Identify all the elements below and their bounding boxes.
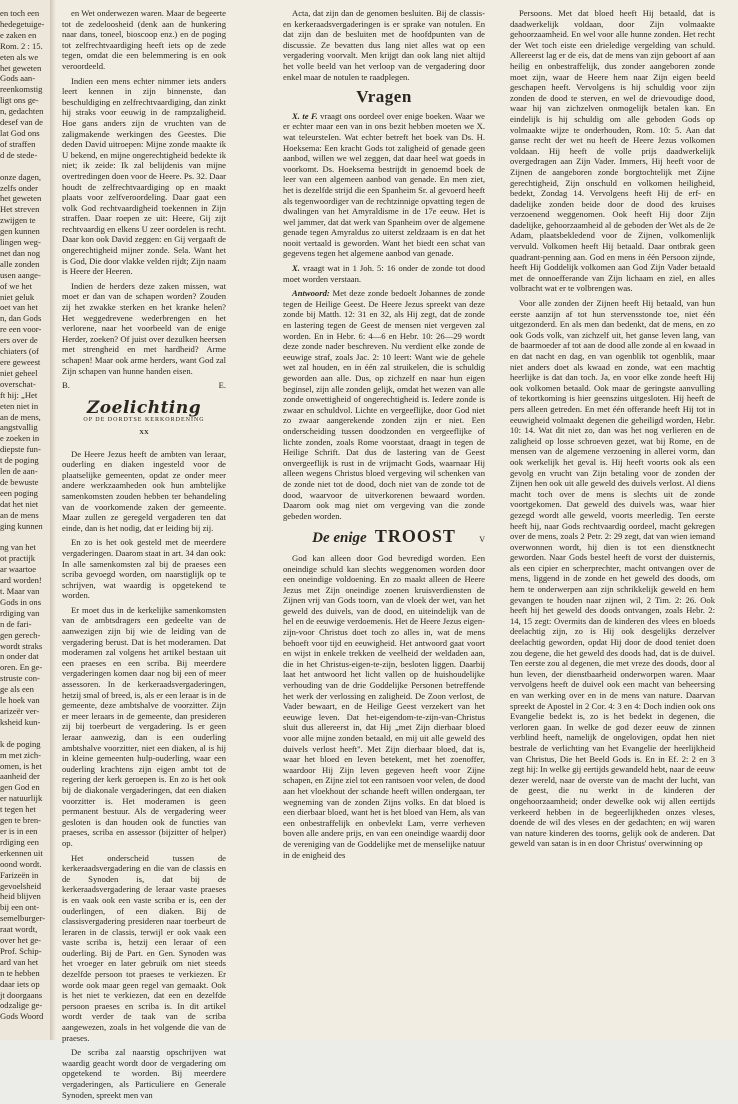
- paragraph: Indien de herders deze zaken missen, wat moet er dan van de schapen worden? Zouden zij het zwakke sterken en het kranke helen? Het weggedrevene wederbrengen en het verlorene, naar het voorbeeld van de enige Herder, zoeken? Of juist over dezulken heersen met strengheid en met hardheid? Arme schapen! Maar ook arme herders, want God zal Zijn schapen van hunne handen eisen.: [62, 280, 226, 376]
- kerkorde-section-header: [62, 397, 226, 439]
- strip-line: dat het niet: [0, 498, 39, 509]
- strip-line: alle zonden: [0, 258, 40, 269]
- strip-line: ft hij: „Het: [0, 389, 38, 400]
- column-2: [283, 8, 485, 864]
- paragraph: Het onderscheid tussen de kerkeraadsvergadering en die van de classis en de Synoden is, dat bij de kerkeraadsvergadering de leraar vaste praeses is en vaak ook een vaste scriba er is, een der ouderlingen, of een diaken. Bij de classisvergadering presideren naar toerbeurt de leraren in de classis, terwijl er ook vaak een vaste scriba is, hetzij een leraar of een ouderling. Bij de Part. en Gen. Synoden was het vroeger en later gebruik om niet steeds dezelfde persoon tot praeses te verkiezen. Er worde ook maar geen regel van gemaakt. Ook is het niet te verkiezen, dat een en dezelfde persoon praeses en scriba is. In dit artikel wordt verder de taak van de scriba aangewezen, zoals in het volgende die van de praeses.: [62, 852, 226, 1043]
- paragraph: en Wet onderwezen waren. Maar de begeerte tot de zedeloosheid (denk aan de hunkering naar dans, toneel, bioscoop enz.) en de poging tot zelfrechtvaardiging heeft iets op de zede tegen, omdat die een belemmering is en ook veroordeeld.: [62, 8, 226, 71]
- strip-line: of straffen: [0, 138, 36, 149]
- left-strip-column: [0, 8, 46, 1022]
- strip-line: angstvallig: [0, 422, 38, 433]
- strip-line: raat wordt,: [0, 924, 38, 935]
- troost-heading: [283, 526, 485, 547]
- strip-line: ard worden!: [0, 575, 42, 586]
- paragraph: God kan alleen door God bevredigd worden. Een oneindige schuld kan slechts weggenomen worden door een oneindige voldoening. En zo maakt alleen de Heere Jezus met Zijn oneindige zoenen kruisverdiensten de Zijnen vrij van Gods toorn, van de vloek der wet, van het geweld des duivels, van de dood, en uiteindelijk van de hel en de eeuwige verdoemenis. Het de Heere Jezus eigen-zijn-voor Christus doet toch zo alles in, wat de mens behoeft voor tijd en eeuwigheid. Het antwoord gaat voort en wijst in enkele trekken de veelheid der weldaden aan, die in het Christus-eigen-te-zijn, besloten liggen. Daarbij laat het antwoord het licht vallen op de huishoudelijke verhouding van de drie Goddelijke Personen betreffende het werk der verlossing en zaligheid. De Zoon verlost, de Vader bewaart, en de Heilige Geest verzekert van het eeuwige leven. Dat het-eigendom-te-zijn-van-Christus sluit dus allereerst in, dat Hij „met Zijn dierbaar bloed voor alle mijne zonden betaald, en mij uit alle geweld des duivels verlost heeft". Met Zijn dierbaar bloed, dat is, waar het bloed en leven betekent, met het zoenoffer, waardoor Hij Zijn leven gegeven heeft voor Zijne schapen, en Zijne ziel tot een rantsoen voor velen, de dood aan het vloekhout der schande heeft willen ondergaan, ter wegneming van de zonden Zijns volks. En dat bloed is een dierbaar bloed, want het is het bloed van Hem, als van een onbestraffelijk en onbevlekt Lam, verre verheven boven alle andere prijs, en van een oneindige waardij door de vereniging van de Goddelijke met de menselijke natuur in de enigheid des: [283, 552, 485, 860]
- paragraph: De scriba zal naarstig opschrijven wat waardig geacht wordt door de vergadering om opgetekend te worden. Bij meerdere vergaderingen, als Particuliere en Generale Synoden, spreekt men van: [62, 1047, 226, 1100]
- signature: [62, 380, 226, 391]
- paragraph: En zo is het ook gesteld met de meerdere vergaderingen. Daarom staat in art. 34 dan ook: In alle samenkomsten zal bij de praeses een scriba gevoegd worden, om naarstiglijk op te schrijven, wat waardig is opgetekend te worden.: [62, 537, 226, 601]
- strip-line: le hoek van: [0, 695, 40, 706]
- strip-line: ligt ons ge-: [0, 95, 39, 106]
- strip-line: t de poging: [0, 455, 39, 466]
- column-1: [62, 8, 226, 1104]
- strip-line: lat God ons: [0, 127, 40, 138]
- strip-line: gen kunnen: [0, 226, 40, 237]
- signature-left: B.: [62, 380, 70, 391]
- paragraph: De Heere Jezus heeft de ambten van leraar, ouderling en diaken ingesteld voor de plaatselijke gemeenten, opdat ze onder meer andere werkzaamheden ook hun ambtelijke samenkomsten zouden hebben ter behandeling van de voorkomende zaken der gemeente. Maar zullen ze geregeld vergaderen ten dat einde, dan is het nodig, dat er leiding bij zij.: [62, 448, 226, 533]
- strip-line: desef van de: [0, 117, 43, 128]
- strip-line: ar waartoe: [0, 564, 37, 575]
- strip-line: over het ge-: [0, 935, 42, 946]
- strip-line: er is in een: [0, 825, 38, 836]
- strip-line: gen te bren-: [0, 815, 42, 826]
- section-number: XX: [139, 428, 149, 436]
- strip-line: bij een ont-: [0, 902, 40, 913]
- strip-line: net dan nog: [0, 247, 41, 258]
- column-3: [510, 8, 715, 853]
- strip-line: lingen weg-: [0, 237, 41, 248]
- strip-line: len de aan-: [0, 466, 38, 477]
- strip-line: omen, is het: [0, 760, 42, 771]
- vragen-heading: Vragen: [356, 87, 412, 107]
- strip-line: n, dan Gods: [0, 313, 42, 324]
- strip-line: een poging: [0, 487, 38, 498]
- strip-line: ot practijk: [0, 553, 36, 564]
- strip-line: [0, 728, 46, 739]
- question-text: Met deze zonde bedoelt Johannes de zonde tegen de Heilige Geest. De Heere Jezus spreekt van deze zonde bij Matth. 12: 31 en 32, als Hij zegt, dat de zonde en lastering tegen de Geest de mensen niet vergeven zal worden. En in Hebr. 6: 4—6 en Hebr. 10: 26—29 wordt deze zonde nader beschreven. Nu verdient elke zonde de eeuwige straf, zoals Jac. 2: 10 leert: Want wie de gehele wet zal houden, en in één zal struikelen, die is schuldig geworden aan alle. Dus, op zichzelf en naar hun eigen beginsel, zijn alle zonden gelijk, omdat het wezen van alle zonde onwettigheid of ongerechtigheid is. Iedere zonde is zwaar en schuldvol. Lichte en vergeeflijke, door God niet zo zwaar aangerekende zonden zijn er niet. Een onderscheiding tussen doodzonden en vergeeflijke of lichte zonden, zoals Rome voorstaat, draagt in tegen de Heilige Schrift. Dat dus de lastering van de Geest onvergeeflijk is rust in de vrijmacht Gods, waarnaar Hij alleen wegens Christus bloed vergeving wil schenken van de zonde niet tot de dood, doch niet van de zonde tot de dood, waarvoor de uitverkorenen bewaard worden. Daarom ook mag niet om vergeving van die zonde gebeden worden.: [283, 288, 485, 521]
- troost-title-part2: TROOST: [374, 526, 456, 547]
- question-paragraph: [283, 288, 485, 521]
- strip-line: t. Maar van: [0, 586, 40, 597]
- strip-line: k de poging: [0, 738, 41, 749]
- strip-line: [0, 532, 46, 543]
- strip-line: eten niet in: [0, 400, 39, 411]
- strip-line: n, gedachten: [0, 106, 44, 117]
- strip-line: ging kunnen: [0, 520, 43, 531]
- strip-line: n onder dat: [0, 651, 39, 662]
- troost-number: V: [479, 535, 485, 545]
- strip-line: Gods in ons: [0, 596, 42, 607]
- strip-line: arizeër ver-: [0, 706, 40, 716]
- strip-line: rdiging van: [0, 607, 40, 618]
- paragraph: Acta, dat zijn dan de genomen besluiten. Bij de classis- en kerkeraadsvergaderingen is er sprake van notulen. En dat zijn dan de besluiten met de hoofdpunten van de discussie. Ze bevatten dus lang niet alles wat op een vergadering voorvalt. Men krijgt dan ook lang niet altijd het volle beeld van het verloop van de vergadering door enkel maar de notulen te raadplegen.: [283, 8, 485, 82]
- strip-line: usen aange-: [0, 269, 41, 280]
- strip-line: aanheid der: [0, 771, 40, 782]
- strip-line: hedegetuige-: [0, 18, 45, 29]
- question-paragraph: [283, 263, 485, 284]
- strip-line: diepste fun-: [0, 444, 41, 455]
- paragraph: Persoons. Met dat bloed heeft Hij betaald, dat is daadwerkelijk voldaan, door Zijn volmaakte gehoorzaamheid. En wel voor alle hunne zonden. Het recht der Wet toch eiste een drieledige vergelding van schuld. Allereerst lag er de eis, dat de mens van zijn geboort af aan heilig en onbestraffelijk, dus zonder aangeboren zonde moet zijn, waar de Heere hem naar Zijn eigen beeld geschapen heeft. Vervolgens is hij schuldig voor zijn zonden de dood te sterven, en wel de drievoudige dood, waar hij van zichzelven onmogelijk betalen kan. En eindelijk is hij schuldig om alle geboden Gods op volmaakte wijze te onderhouden, Rom. 10: 5. Aan dat ganse recht der wet nu heeft de Heere Jezus volkomen voldaan. Hij heeft de volle prijs daadwerkelijk overgedragen aan Zijn Vader. Immers, Hij heeft voor de Zijnen de aangeboren zonde borgtochtelijk met Zijne gerechtigheid, Zijn onschuld en volkomen heiligheid, bedekt, Zondag 14. Vervolgens heeft Hij de erf- en dadelijke zonden beide door de dood des kruises verzoenend weggenomen. Ook heeft Hij door Zijn dadelijke, gehoorzaamheid al de geboden der Wet als de 2e Adam, plaatsbekledend voor de Zijnen, volkomenlijk vervuld. Volkomen heeft Hij betaald. Daar ontbrak geen quadrant-penning aan. God en mens in één Persoon zijnde, heeft Hij Goddelijk volkomen aan God Zijn Vader betaald met de onnoefferande van Zijn lichaam en ziel, en alles volbracht wat er te volbrengen was.: [510, 8, 715, 294]
- strip-line: Gods aan-: [0, 73, 36, 84]
- paragraph: Voor alle zonden der Zijnen heeft Hij betaald, van hun eerste aanzijn af tot hun stervensstonde toe, niet één uitgezonderd. En als men dan bedenkt, dat de mens, en zo ook Gods volk, van zichzelf uit, het ganse leven lang, van de baarmoeder af tot aan de dood alle zonde al en kwaad in en dat nacht en dag, en van ogenblik tot ogenblik, maar niet anders doet als kwaad en zonde, wat een machtig heerlijke is dat dan toch. Ja, en voor elke zonde heeft Hij ook volkomen betaald. Ook maar de geringste aanvulling of tekortkoming is hier geenszins uitgesloten. Hij heeft de pers alleen getreden. En met één offerande heeft Hij tot in eeuwigheid volmaakt degenen die geheiligd worden, Hebr. 10: 14. Wat dit niet zo, dan was het nog verlieren en de zaligheid op losse schroeven gezet, wat bij Rome, en de mensen van de algemene verzoening in allerei vorm, dan ook werkelijk het geval is. Hij heeft voorts ook als een gevolg en vrucht van Zijn betaling voor de zonden der Zijnen hen ook uit alle geweld des duivels verlost. Al diens macht toch over de mens is slechts uit de zonde voortgekomen. Dat geweld des duivels was, waar hier gezegd wordt alle geweld, voorts meerledig. Ten eerste heeft hij, naar Gods rechtvaardig oordeel, macht gekregen over de mens, zoals 2 Petr. 2: 29 zegt, dat van wien iemand overwonnen wordt, hij dien is tot een dienstknecht geworden. Naar Gods bestel heeft de vorst der duisternis, als een cipier en scherprechter, macht ontvangen over de mens, liggend in de zonde en het geweld des doods, om hem te onderwerpen aan zijn schrikkelijk geweld en hem gevangen te houden naar zijnen wil, 2 Tim. 2: 26. Ook heeft hij het geweld des doods ontvangen, zoals Hebr. 2: 14, 15 zegt: Overmits dan de kinderen des vlees en bloeds deelachtig zijn, zo is Hij ook desgelijks derzelver deelachtig geworden, opdat Hij door de dood teniet doen zou degene, die het geweld des doods had, dat is de duivel. Ten eerste zou al degenen, die met vreze des doods, door al hun leven, der dienstbaarheid onderworpen waren. Maar vervolgens heeft de duivel ook een macht van beheersing en van werking over en in de mens van nature. Daarvan spreekt de Apostel in 2 Cor. 4: 3 en 4: Doch indien ook ons Evangelie bedekt is, zo is het bedekt in degenen, die verloren gaan. In welke de god dezer eeuw de zinnen verblind heeft, namelijk de ongelovigen, opdat hen niet bestrale de verlichting van het Evangelie der heerlijkheid van Christus, Die het Beeld Gods is. En in Ef. 2: 2 en 3 zegt hij: In welke gij eertijds gewandeld hebt, naar de eeuw dezer wereld, naar de overste van de macht der lucht, van de geest, die nu werkt in de kinderen der ongehoorzaamheid; onder dewelke ook wij allen eertijds verkeerd hebben in de begeerlijkheden onzes vleses, doende de wil des vleses en der gedachten; en wij waren van nature kinderen des toorns, gelijk ook de anderen. Dat geweld van satan is in en door Christus' overwinning op: [510, 298, 715, 849]
- strip-line: daar iets op: [0, 978, 40, 989]
- strip-line: n te hebben: [0, 967, 40, 978]
- strip-line: zwijgen te: [0, 215, 36, 226]
- strip-line: wordt straks: [0, 640, 43, 651]
- strip-line: struste con-: [0, 673, 40, 684]
- strip-line: er natuurlijk: [0, 793, 43, 804]
- strip-line: an de mens,: [0, 411, 41, 422]
- strip-line: eten als we: [0, 51, 39, 62]
- strip-line: Farizeën in: [0, 869, 39, 880]
- strip-line: zelfs onder: [0, 182, 38, 193]
- strip-line: chiaters (of: [0, 346, 39, 357]
- question-paragraph: [283, 111, 485, 259]
- strip-line: odzalige ge-: [0, 1000, 43, 1011]
- strip-line: Rom. 2 : 15.: [0, 40, 43, 51]
- strip-line: gevoelsheid: [0, 880, 42, 891]
- strip-line: heid blijven: [0, 891, 41, 902]
- troost-title-part1: De enige: [312, 530, 367, 547]
- strip-line: an de mens: [0, 509, 39, 520]
- strip-line: niet geluk: [0, 291, 35, 302]
- section-title: Zoelichting: [86, 397, 202, 418]
- strip-line: het geweten: [0, 193, 42, 204]
- strip-line: n de fari-: [0, 618, 32, 629]
- signature-right: E.: [218, 380, 226, 391]
- question-text: vraagt ons oordeel over enige boeken. Waar we er echter maar een van in ons bezit hebben moeten we X. wat teleursteIen. Wat echter betreft het boek van Ds. H. Hoeksema: Een kracht Gods tot zaligheid of genade geen aanbod, willen we wel zeggen, dat daar heel wat goeds in voorkomt. Ds. Hoeksema bestrijdt in genoemd boek de leer van een algemeen aanbod van genade. En men ziet, het is dezelfde strijd die een Spanheim Sr. al gevoerd heeft als tegenwoordiger van de rechtzinnige opvatting tegen de dwalingen van het Amyraldisme in de 17e eeuw. Het is wel jammer, dat dat werk van Spanheim over de algemene genade tegen Amyraldus zo uiterst zeldzaam is en dat het nooit vertaald is geworden. Want het biedt een schat van gegevens tegen het algemene aanbod van genade.: [283, 110, 485, 259]
- strip-line: ksheid kun-: [0, 716, 41, 727]
- strip-line: niet geheel: [0, 367, 38, 378]
- paragraph: Indien een mens echter nimmer iets anders leert kennen in zijn binnenste, dan beschuldiging en zelfrechtvaardiging, dan zinkt hij straks voor eeuwig in de rampzaligheid. Hoe gans anders zijn de vruchten van de zaligmakende werkingen des Geestes. Die deden David uitroepen: Mijne zonde maakte ik U bekend, en mijne ongerechtigheid bedekte ik niet; ik zeide: Ik zal belijdenis van mijne overtredingen doen voor de Heere. Ps. 32. Daar houdt de zelfrechtvaardiging op en maakt plaats voor zelfveroordeling. Daar gaat een volk God rechtvaardigheid toekennen in Zijn straffen. Daar roepen ze uit: Heere, Gij zijt rechtvaardig en elkens U zeer oordelen is recht. Daar kon ook David zeggen: en Gij vergaaft de ongerechtigheid mijner zonde. Sela. Want het is God, Die door vlakke velden rijdt; Zijn naam is Heere der Heeren.: [62, 75, 226, 277]
- strip-line: of we het: [0, 280, 32, 291]
- strip-line: gen God en: [0, 782, 40, 793]
- strip-line: rdiging een: [0, 836, 39, 847]
- strip-line: overschat-: [0, 378, 36, 389]
- strip-line: ers over de: [0, 335, 38, 346]
- strip-line: semelburger-: [0, 913, 46, 924]
- strip-line: erkennen uit: [0, 847, 43, 858]
- section-subtitle: OP DE DORDTSE KERKORDENING: [83, 417, 205, 424]
- strip-line: ere geweest: [0, 357, 41, 367]
- strip-line: ng van het: [0, 542, 36, 553]
- paragraph: Er moet dus in de kerkelijke samenkomsten van de ambtsdragers een gedeelte van de aanwezigen zijn bij wie de leiding van de vergadering berust. Dat is het moderamen. Dat moderamen zal volgens het artikel bestaan uit een praeses en een scriba. Bij meerdere vergaderingen komen daar nog bij een of meer assessoren. In de kerkeraadsvergaderingen, hetzij smal of breed, is, als er een leraar is in de gemeente, deze ambtshalve de voorzitter. Zijn er meer leraars in de gemeente, dan presideren zij bij toerbeurt de vergadering. Is er geen leraar aanwezig, dan is een ouderling ambtshalve voorzitter, niet een diaken, al is hij in kleine gemeenten hulp-ouderling, waar een ouderling krachtens zijn eigen ambt tot de regering der kerk geroepen is. En zo is het ook bij de diakonale vergaderingen, dat een diaken voorzitter is. Het moderamen is geen permanent bestuur. Als de vergadering weer gesloten is dan houden ook de functies van praeses, scriba en assessor (bijzitter of helper) op.: [62, 604, 226, 848]
- strip-line: jt doorgaans: [0, 989, 43, 1000]
- strip-line: Het streven: [0, 204, 40, 215]
- question-text: vraagt wat in 1 Joh. 5: 16 onder de zonde tot dood moet worden verstaan.: [283, 263, 485, 284]
- strip-line: en toch een: [0, 8, 40, 18]
- strip-line: oren. En ge-: [0, 662, 43, 673]
- page-gutter: [50, 0, 56, 1040]
- strip-line: e zaken en: [0, 29, 37, 40]
- question-label: X. te F.: [292, 110, 318, 121]
- strip-line: de bewuste: [0, 476, 39, 487]
- strip-line: het geweten: [0, 62, 42, 73]
- strip-line: Prof. Schip-: [0, 945, 42, 956]
- strip-line: Gods Woord: [0, 1011, 44, 1022]
- strip-line: reenkomstig: [0, 84, 43, 95]
- strip-line: gen gerech-: [0, 629, 41, 640]
- strip-line: re een voor-: [0, 324, 42, 335]
- strip-line: d de stede-: [0, 149, 38, 160]
- strip-line: t tegen het: [0, 804, 36, 815]
- strip-line: e zoeken in: [0, 433, 40, 444]
- strip-line: [0, 161, 46, 172]
- strip-line: m met zich-: [0, 749, 42, 760]
- question-label: X.: [292, 263, 300, 274]
- strip-line: ard van het: [0, 956, 39, 967]
- strip-line: ge als een: [0, 684, 34, 695]
- question-label: Antwoord:: [292, 288, 330, 299]
- strip-line: onze dagen,: [0, 171, 42, 182]
- strip-line: oet van het: [0, 302, 38, 313]
- strip-line: oond wordt.: [0, 858, 42, 869]
